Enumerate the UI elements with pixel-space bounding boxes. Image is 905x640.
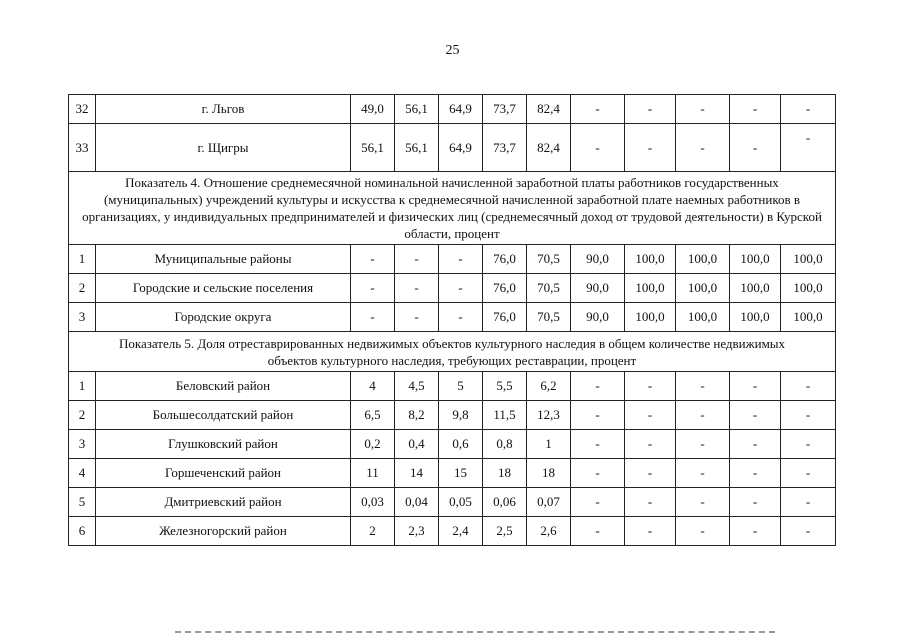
value-cell: 100,0 <box>625 274 676 303</box>
table-row <box>69 124 836 172</box>
value-cell: 11 <box>351 459 395 488</box>
value-cell: 6,2 <box>527 372 571 401</box>
value-cell: 64,9 <box>439 95 483 124</box>
value-cell: - <box>395 274 439 303</box>
value-cell: - <box>625 372 676 401</box>
value-cell: - <box>781 124 836 172</box>
indicators-table <box>68 94 836 546</box>
value-cell: - <box>781 517 836 546</box>
value-cell: 73,7 <box>483 95 527 124</box>
value-cell: - <box>571 517 625 546</box>
value-cell: 100,0 <box>730 274 781 303</box>
row-name: Большесолдатский район <box>96 401 351 430</box>
value-cell: 1 <box>527 430 571 459</box>
value-cell: - <box>351 303 395 332</box>
value-cell: - <box>571 124 625 172</box>
value-cell: - <box>730 459 781 488</box>
value-cell: 100,0 <box>730 245 781 274</box>
row-name: Муниципальные районы <box>96 245 351 274</box>
section-header-row <box>69 332 836 372</box>
value-cell: - <box>439 274 483 303</box>
row-number: 5 <box>69 488 96 517</box>
value-cell: - <box>781 372 836 401</box>
row-number: 1 <box>69 245 96 274</box>
value-cell: 14 <box>395 459 439 488</box>
value-cell: 2,5 <box>483 517 527 546</box>
value-cell: - <box>730 95 781 124</box>
value-cell: 2,4 <box>439 517 483 546</box>
value-cell: 4,5 <box>395 372 439 401</box>
page-number: 25 <box>445 43 460 58</box>
value-cell: 100,0 <box>625 245 676 274</box>
value-cell: 6,5 <box>351 401 395 430</box>
value-cell: 2,6 <box>527 517 571 546</box>
value-cell: 100,0 <box>676 274 730 303</box>
value-cell: - <box>571 488 625 517</box>
row-name: Дмитриевский район <box>96 488 351 517</box>
table-row <box>69 430 836 459</box>
value-cell: 100,0 <box>676 303 730 332</box>
value-cell: - <box>676 95 730 124</box>
value-cell: - <box>351 274 395 303</box>
section-header-row <box>69 172 836 245</box>
value-cell: 100,0 <box>730 303 781 332</box>
value-cell: - <box>571 430 625 459</box>
row-number: 3 <box>69 430 96 459</box>
value-cell: - <box>625 430 676 459</box>
row-number: 3 <box>69 303 96 332</box>
value-cell: - <box>625 95 676 124</box>
row-name: г. Льгов <box>96 95 351 124</box>
value-cell: 76,0 <box>483 274 527 303</box>
value-cell: - <box>571 372 625 401</box>
row-name: Городские и сельские поселения <box>96 274 351 303</box>
value-cell: - <box>730 430 781 459</box>
value-cell: 100,0 <box>781 274 836 303</box>
indicator-4-title: Показатель 4. Отношение среднемесячной номинальной начисленной заработной платы работников государственных (муниципальных) учреждений культуры и искусства к среднемесячной начисленной заработной плате наемных работников в организациях, у индивидуальных предпринимателей и физических лиц (среднемесячный доход от трудовой деятельности) в Курской области, процент <box>69 172 836 245</box>
row-name: Городские округа <box>96 303 351 332</box>
value-cell: - <box>676 459 730 488</box>
value-cell: 76,0 <box>483 245 527 274</box>
value-cell: - <box>781 459 836 488</box>
value-cell: - <box>676 401 730 430</box>
row-name: г. Щигры <box>96 124 351 172</box>
value-cell: 90,0 <box>571 274 625 303</box>
value-cell: 90,0 <box>571 303 625 332</box>
value-cell: 64,9 <box>439 124 483 172</box>
value-cell: 49,0 <box>351 95 395 124</box>
value-cell: 11,5 <box>483 401 527 430</box>
value-cell: - <box>730 517 781 546</box>
value-cell: 0,6 <box>439 430 483 459</box>
value-cell: - <box>625 517 676 546</box>
value-cell: - <box>676 430 730 459</box>
value-cell: 0,07 <box>527 488 571 517</box>
value-cell: 100,0 <box>781 245 836 274</box>
value-cell: - <box>571 459 625 488</box>
value-cell: 70,5 <box>527 245 571 274</box>
value-cell: 0,05 <box>439 488 483 517</box>
scan-artifact-line <box>175 631 775 636</box>
table-row <box>69 517 836 546</box>
value-cell: 56,1 <box>351 124 395 172</box>
row-number: 32 <box>69 95 96 124</box>
table-row <box>69 95 836 124</box>
row-number: 2 <box>69 401 96 430</box>
value-cell: - <box>395 245 439 274</box>
row-number: 1 <box>69 372 96 401</box>
value-cell: 100,0 <box>676 245 730 274</box>
table-row <box>69 459 836 488</box>
value-cell: 0,4 <box>395 430 439 459</box>
value-cell: - <box>730 488 781 517</box>
row-number: 4 <box>69 459 96 488</box>
value-cell: 12,3 <box>527 401 571 430</box>
value-cell: 9,8 <box>439 401 483 430</box>
value-cell: - <box>676 517 730 546</box>
value-cell: 56,1 <box>395 95 439 124</box>
value-cell: - <box>781 430 836 459</box>
value-cell: - <box>625 124 676 172</box>
value-cell: 0,8 <box>483 430 527 459</box>
value-cell: - <box>730 401 781 430</box>
value-cell: - <box>571 401 625 430</box>
value-cell: - <box>439 303 483 332</box>
table-row <box>69 274 836 303</box>
value-cell: - <box>351 245 395 274</box>
table-row <box>69 245 836 274</box>
value-cell: 56,1 <box>395 124 439 172</box>
value-cell: 2,3 <box>395 517 439 546</box>
value-cell: - <box>781 488 836 517</box>
value-cell: 8,2 <box>395 401 439 430</box>
value-cell: 18 <box>527 459 571 488</box>
table-row <box>69 303 836 332</box>
value-cell: - <box>676 124 730 172</box>
value-cell: 15 <box>439 459 483 488</box>
value-cell: 100,0 <box>781 303 836 332</box>
value-cell: 70,5 <box>527 303 571 332</box>
value-cell: 82,4 <box>527 95 571 124</box>
value-cell: 0,03 <box>351 488 395 517</box>
value-cell: - <box>730 124 781 172</box>
value-cell: 4 <box>351 372 395 401</box>
indicator-5-title: Показатель 5. Доля отреставрированных недвижимых объектов культурного наследия в общем количестве недвижимых объектов культурного наследия, требующих реставрации, процент <box>69 332 836 372</box>
value-cell: 5 <box>439 372 483 401</box>
row-name: Беловский район <box>96 372 351 401</box>
value-cell: - <box>676 372 730 401</box>
value-cell: - <box>571 95 625 124</box>
value-cell: - <box>781 401 836 430</box>
value-cell: 73,7 <box>483 124 527 172</box>
value-cell: 5,5 <box>483 372 527 401</box>
value-cell: 0,04 <box>395 488 439 517</box>
value-cell: - <box>676 488 730 517</box>
row-name: Горшеченский район <box>96 459 351 488</box>
value-cell: 90,0 <box>571 245 625 274</box>
row-number: 2 <box>69 274 96 303</box>
value-cell: 82,4 <box>527 124 571 172</box>
table-row <box>69 401 836 430</box>
value-cell: 0,2 <box>351 430 395 459</box>
row-name: Глушковский район <box>96 430 351 459</box>
value-cell: 70,5 <box>527 274 571 303</box>
table-row <box>69 488 836 517</box>
value-cell: 2 <box>351 517 395 546</box>
value-cell: - <box>625 488 676 517</box>
value-cell: 100,0 <box>625 303 676 332</box>
value-cell: - <box>395 303 439 332</box>
row-number: 33 <box>69 124 96 172</box>
row-number: 6 <box>69 517 96 546</box>
value-cell: - <box>625 459 676 488</box>
table-row <box>69 372 836 401</box>
value-cell: - <box>730 372 781 401</box>
value-cell: - <box>439 245 483 274</box>
value-cell: 18 <box>483 459 527 488</box>
value-cell: - <box>625 401 676 430</box>
value-cell: - <box>781 95 836 124</box>
row-name: Железногорский район <box>96 517 351 546</box>
value-cell: 0,06 <box>483 488 527 517</box>
value-cell: 76,0 <box>483 303 527 332</box>
